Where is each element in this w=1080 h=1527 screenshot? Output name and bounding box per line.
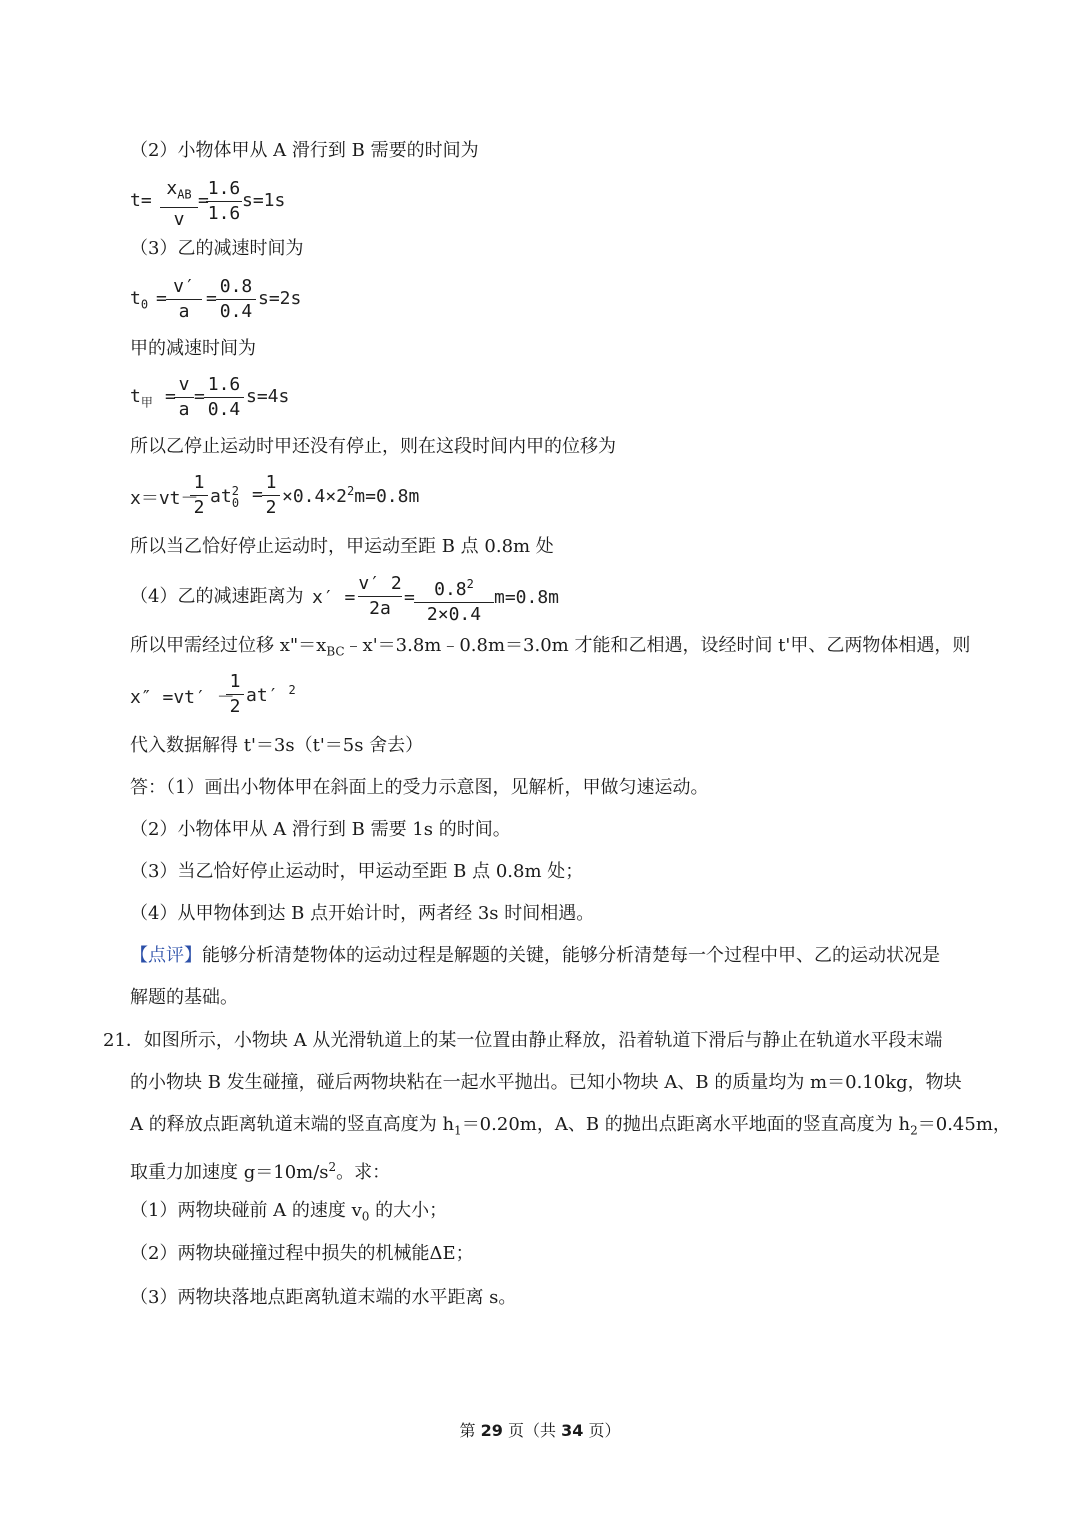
- review-line: 【点评】能够分析清楚物体的运动过程是解题的关键，能够分析清楚每一个过程中甲、乙的运动状况是: [130, 945, 940, 966]
- problem-21-line-3: A 的释放点距离轨道末端的竖直高度为 $h_1=0.20m$，A、B 的抛出点距离水平地面的竖直高度为 $h_2=0.45m$，: [130, 1114, 1011, 1138]
- so-jia-needs-line: 所以甲需经过位移 $x"=x_{BC}﹣x'=3.8m﹣0.8m=3.0m$ 才能和乙相遇，设经时间 t'甲、乙两物体相遇，则: [130, 635, 971, 659]
- so-when-yi-line: 所以当乙恰好停止运动时，甲运动至距 B 点 0.8m 处: [130, 536, 554, 557]
- answer-3: （3）当乙恰好停止运动时，甲运动至距 B 点 0.8m 处；: [130, 861, 584, 882]
- jia-decel-heading: 甲的减速时间为: [130, 338, 256, 359]
- so-yi-stops-line: 所以乙停止运动时甲还没有停止，则在这段时间内甲的位移为: [130, 436, 616, 457]
- part2-heading: （2）小物体甲从 A 滑行到 B 需要的时间为: [130, 140, 479, 161]
- part4-heading: （4）乙的减速距离为: [130, 586, 304, 607]
- problem-21-question-3: （3）两物块落地点距离轨道末端的水平距离 s。: [130, 1287, 517, 1308]
- part3-heading: （3）乙的减速时间为: [130, 238, 304, 259]
- document-page: （2）小物体甲从 A 滑行到 B 需要的时间为 t= $x_{AB}$ v = 1.6 1.6 s=1s （3）乙的减速时间为 $t_0$ = v′ a = 0.8 0.4 s=2s 甲的减速时间为 $t_甲$ = v a = 1.6 0.4 s=4s 所以乙停止运动时甲还没有停止，则在这段时间内甲的位移为 x＝vt－ 1 2 $at^2_0$ = 1 2 $\times 0.4\times 2^2m=0.8m$ 所以当乙恰好停止运动时，甲运动至距 B 点 0.8m 处 （4）乙的减速距离为 x′ = v′ 2 2a = $0.8^2$ 2×0.4 m=0.8m 所以甲需经过位移 $x"=x_{BC}﹣x'=3.8m﹣0.8m=3.0m$ 才能和乙相遇，设经时间 t'甲、乙两物体相遇，则 x″ =vt′ － 1 2 at′ $^2$ 代入数据解得 t'＝3s（t'＝5s 舍去） 答：（1）画出小物体甲在斜面上的受力示意图，见解析，甲做匀速运动。 （2）小物体甲从 A 滑行到 B 需要 1s 的时间。 （3）当乙恰好停止运动时，甲运动至距 B 点 0.8m 处； （4）从甲物体到达 B 点开始计时，两者经 3s 时间相遇。 【点评】能够分析清楚物体的运动过程是解题的关键，能够分析清楚每一个过程中甲、乙的运动状况是 解题的基础。 21．如图所示，小物块 A 从光滑轨道上的某一位置由静止释放，沿着轨道下滑后与静止在轨道水平段末端 的小物块 B 发生碰撞，碰后两物块粘在一起水平抛出。已知小物块 A、B 的质量均为 m＝0.10kg，物块 A 的释放点距离轨道末端的竖直高度为 $h_1=0.20m$，A、B 的抛出点距离水平地面的竖直高度为 $h_2=0.45m$， 取重力加速度 $g=10m/s^2$。求： （1）两物块碰前 A 的速度 $v_0$ 的大小； （2）两物块碰撞过程中损失的机械能ΔE； （3）两物块落地点距离轨道末端的水平距离 s。 第 29 页（共 34 页）: [0, 0, 1080, 1527]
- page-total: 34: [561, 1421, 584, 1440]
- page-number: 29: [480, 1421, 503, 1440]
- answer-2: （2）小物体甲从 A 滑行到 B 需要 1s 的时间。: [130, 819, 511, 840]
- answer-4: （4）从甲物体到达 B 点开始计时，两者经 3s 时间相遇。: [130, 903, 595, 924]
- problem-21-question-2: （2）两物块碰撞过程中损失的机械能ΔE；: [130, 1243, 474, 1264]
- review-line-2: 解题的基础。: [130, 987, 238, 1008]
- problem-21-line-1: 21．如图所示，小物块 A 从光滑轨道上的某一位置由静止释放，沿着轨道下滑后与静止在轨道水平段末端: [103, 1030, 943, 1051]
- page-footer: 第 29 页（共 34 页）: [459, 1421, 621, 1440]
- answer-1: 答：（1）画出小物体甲在斜面上的受力示意图，见解析，甲做匀速运动。: [130, 777, 709, 798]
- review-tag: 【点评】: [130, 945, 202, 966]
- substitute-line: 代入数据解得 t'＝3s（t'＝5s 舍去）: [130, 735, 424, 756]
- problem-21-question-1: （1）两物块碰前 A 的速度 $v_0$ 的大小；: [130, 1200, 448, 1224]
- problem-21-line-4: 取重力加速度 $g=10m/s^2$。求：: [130, 1160, 391, 1183]
- problem-21-line-2: 的小物块 B 发生碰撞，碰后两物块粘在一起水平抛出。已知小物块 A、B 的质量均为 m＝0.10kg，物块: [130, 1072, 962, 1093]
